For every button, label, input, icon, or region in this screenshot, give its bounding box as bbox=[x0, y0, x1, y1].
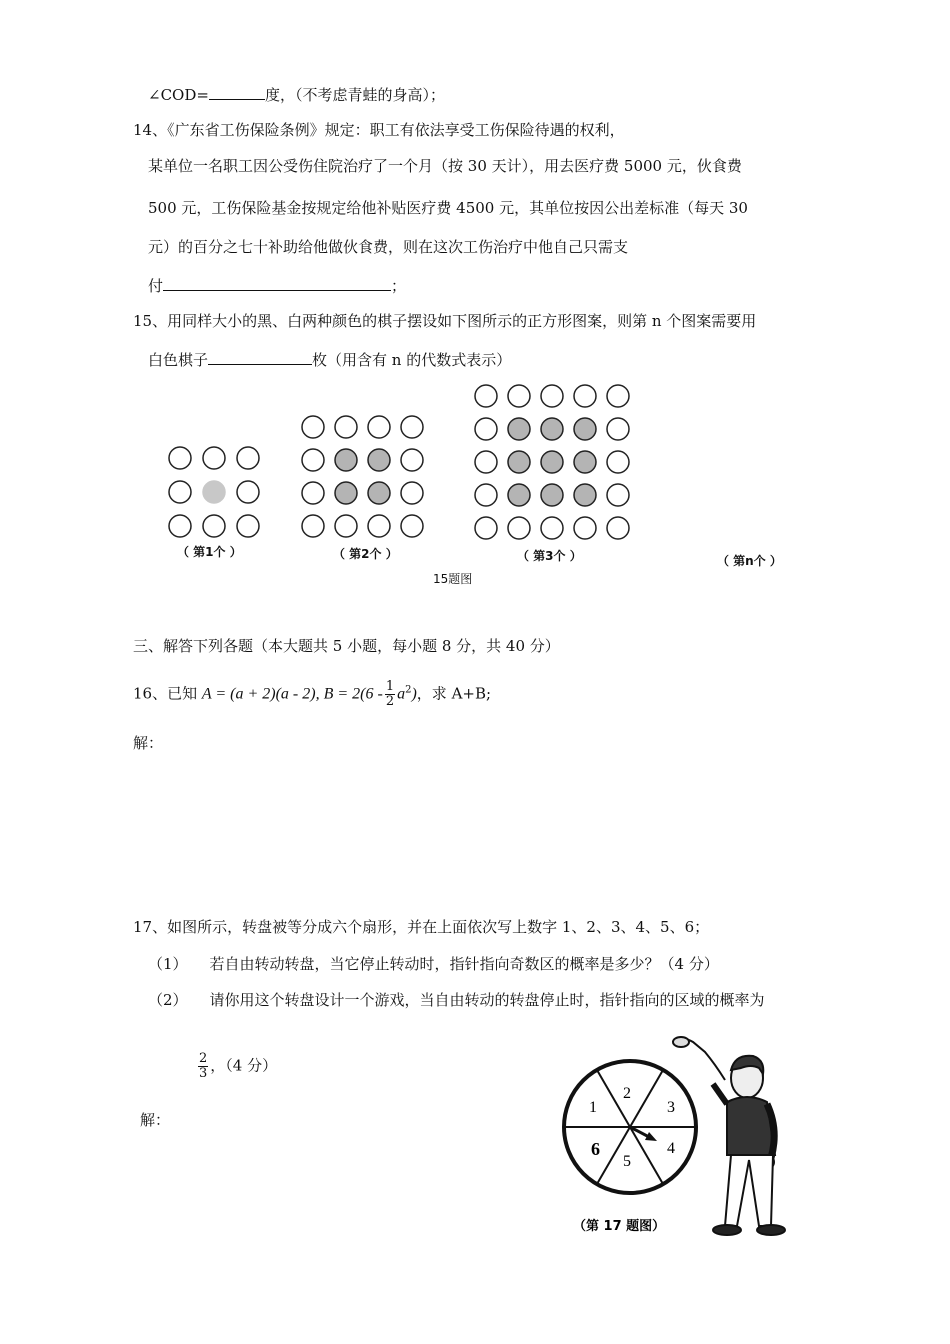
gray-stone bbox=[335, 482, 357, 504]
q13-suffix: 度，（不考虑青蛙的身高）； bbox=[264, 86, 445, 104]
white-stone bbox=[203, 447, 225, 469]
q15-line1: 15、用同样大小的黑、白两种颜色的棋子摆设如下图所示的正方形图案，则第 n 个图案需要用 bbox=[133, 312, 757, 330]
white-stone bbox=[475, 451, 497, 473]
white-stone bbox=[607, 418, 629, 440]
wheel-number-1: 1 bbox=[589, 1099, 597, 1116]
spinner-figure bbox=[555, 1030, 815, 1260]
q17-line1: 17、如图所示，转盘被等分成六个扇形，并在上面依次写上数字 1、2、3、4、5、6； bbox=[133, 918, 710, 936]
gray-stone bbox=[541, 418, 563, 440]
gray-stone bbox=[203, 481, 225, 503]
q16-frac-num: 1 bbox=[385, 679, 395, 694]
figure-15-title: 15题图 bbox=[433, 572, 473, 586]
q17-frac-num: 2 bbox=[199, 1051, 208, 1066]
gray-stone bbox=[508, 418, 530, 440]
q17-fraction-line bbox=[196, 1052, 277, 1081]
pattern-1 bbox=[169, 447, 259, 537]
q17-sub2-text: 请你用这个转盘设计一个游戏，当自由转动的转盘停止时，指针指向的区域的概率为 bbox=[209, 991, 765, 1009]
q15-line2-suffix: 枚（用含有 n 的代数式表示） bbox=[312, 351, 512, 369]
q17-sub1-text: 若自由转动转盘，当它停止转动时，指针指向奇数区的概率是多少？（4 分） bbox=[209, 955, 719, 973]
caption-pattern-3: （ 第3个 ） bbox=[517, 549, 582, 563]
gray-stone bbox=[368, 482, 390, 504]
white-stone bbox=[335, 515, 357, 537]
caption-pattern-n: （ 第n个 ） bbox=[717, 554, 782, 568]
white-stone bbox=[475, 484, 497, 506]
white-stone bbox=[302, 416, 324, 438]
q17-frac-den: 3 bbox=[199, 1066, 208, 1081]
q16-expr-a: A = (a + 2)(a - 2), B = 2(6 - bbox=[201, 685, 383, 703]
caption-pattern-2: （ 第2个 ） bbox=[333, 547, 398, 561]
caption-pattern-1: （ 第1个 ） bbox=[177, 545, 242, 559]
q17-sub1-num: （1） bbox=[148, 955, 188, 973]
white-stone bbox=[401, 482, 423, 504]
q13-prefix: ∠COD= bbox=[148, 86, 209, 104]
white-stone bbox=[169, 447, 191, 469]
q14-line4: 元）的百分之七十补助给他做伙食费，则在这次工伤治疗中他自己只需支 bbox=[148, 238, 629, 256]
wheel-number-3: 3 bbox=[667, 1099, 675, 1116]
q14-line1: 14、《广东省工伤保险条例》规定：职工有依法享受工伤保险待遇的权利， bbox=[133, 121, 625, 139]
pattern-3 bbox=[475, 385, 629, 539]
wheel-number-2: 2 bbox=[623, 1085, 631, 1102]
white-stone bbox=[508, 385, 530, 407]
white-stone bbox=[237, 481, 259, 503]
q17-solution-label: 解： bbox=[140, 1111, 171, 1129]
q14-line2: 某单位一名职工因公受伤住院治疗了一个月（按 30 天计），用去医疗费 5000 元，伙食费 bbox=[148, 157, 742, 175]
q16-fraction bbox=[385, 680, 395, 709]
white-stone bbox=[574, 517, 596, 539]
white-stone bbox=[508, 517, 530, 539]
white-stone bbox=[475, 418, 497, 440]
gray-stone bbox=[541, 484, 563, 506]
gray-stone bbox=[541, 451, 563, 473]
white-stone bbox=[368, 515, 390, 537]
white-stone bbox=[401, 515, 423, 537]
white-stone bbox=[169, 481, 191, 503]
pattern-2 bbox=[302, 416, 423, 537]
white-stone bbox=[607, 517, 629, 539]
q16-suffix: ，求 A+B; bbox=[416, 684, 492, 703]
q14-line5-suffix: ； bbox=[391, 277, 407, 295]
wheel-number-4: 4 bbox=[667, 1140, 675, 1157]
q14-line3: 500 元，工伤保险基金按规定给他补贴医疗费 4500 元，其单位按因公出差标准（每天 30 bbox=[148, 199, 748, 217]
q17-frac-suffix: ，（4 分） bbox=[210, 1056, 278, 1075]
gray-stone bbox=[574, 451, 596, 473]
white-stone bbox=[475, 517, 497, 539]
gray-stone bbox=[508, 451, 530, 473]
q16-expr-c: ) bbox=[411, 685, 417, 703]
figure-17-caption: （第 17 题图） bbox=[573, 1219, 666, 1234]
white-stone bbox=[574, 385, 596, 407]
q17-sub1 bbox=[148, 954, 719, 974]
wheel-number-5: 5 bbox=[623, 1153, 631, 1170]
gray-stone bbox=[574, 418, 596, 440]
white-stone bbox=[607, 484, 629, 506]
white-stone bbox=[302, 482, 324, 504]
white-stone bbox=[607, 451, 629, 473]
white-stone bbox=[237, 447, 259, 469]
gray-stone bbox=[368, 449, 390, 471]
white-stone bbox=[401, 416, 423, 438]
white-stone bbox=[541, 385, 563, 407]
section-3-heading: 三、解答下列各题（本大题共 5 小题，每小题 8 分，共 40 分） bbox=[133, 637, 560, 655]
white-stone bbox=[169, 515, 191, 537]
q16-exponent: 2 bbox=[405, 684, 412, 696]
q15-line2-prefix: 白色棋子 bbox=[148, 351, 209, 369]
q16-prefix: 16、已知 bbox=[133, 684, 202, 703]
q17-sub2 bbox=[148, 990, 765, 1010]
white-stone bbox=[302, 515, 324, 537]
q17-fraction bbox=[198, 1052, 208, 1081]
q16-frac-den: 2 bbox=[385, 694, 395, 709]
white-stone bbox=[607, 385, 629, 407]
q14-line5-prefix: 付 bbox=[148, 277, 164, 295]
white-stone bbox=[401, 449, 423, 471]
q16-line bbox=[133, 680, 491, 709]
white-stone bbox=[237, 515, 259, 537]
q17-sub2-num: （2） bbox=[148, 991, 188, 1009]
q16-solution-label: 解： bbox=[133, 734, 164, 752]
white-stone bbox=[203, 515, 225, 537]
gray-stone bbox=[574, 484, 596, 506]
wheel-number-6: 6 bbox=[591, 1139, 600, 1159]
white-stone bbox=[368, 416, 390, 438]
white-stone bbox=[302, 449, 324, 471]
gray-stone bbox=[335, 449, 357, 471]
white-stone bbox=[475, 385, 497, 407]
white-stone bbox=[541, 517, 563, 539]
q16-expr-b: a bbox=[397, 685, 406, 703]
white-stone bbox=[335, 416, 357, 438]
gray-stone bbox=[508, 484, 530, 506]
